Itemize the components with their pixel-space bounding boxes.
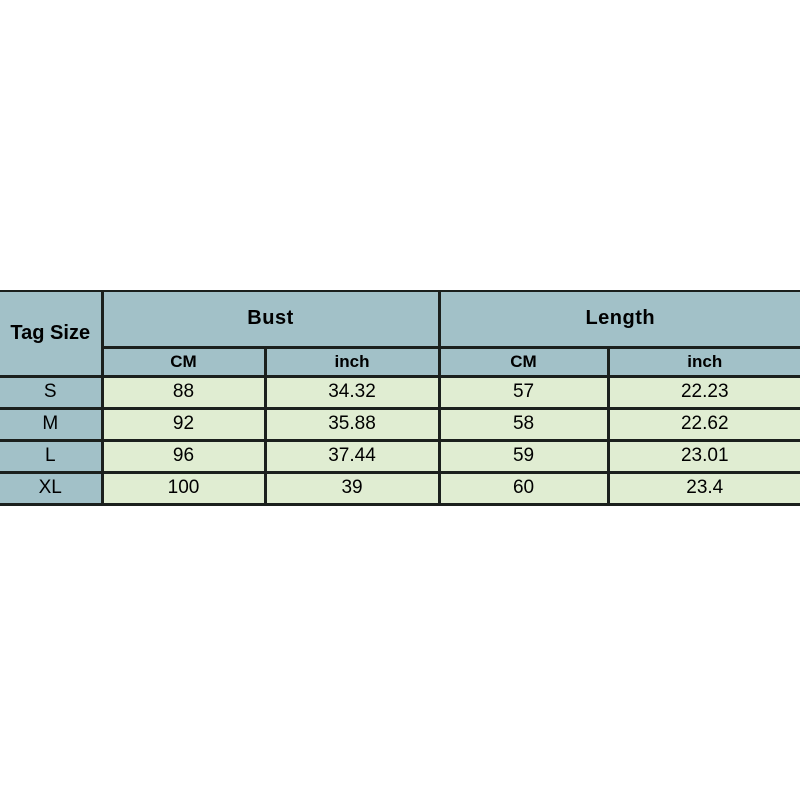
value-cell: 37.44 — [265, 440, 439, 472]
value-cell: 57 — [439, 376, 608, 408]
value-cell: 35.88 — [265, 408, 439, 440]
value-cell: 59 — [439, 440, 608, 472]
value-cell: 58 — [439, 408, 608, 440]
value-cell: 92 — [102, 408, 265, 440]
value-cell: 60 — [439, 472, 608, 504]
unit-header-row — [0, 347, 800, 376]
table-row-xl — [0, 472, 800, 504]
group-header-length: Length — [439, 291, 800, 347]
table-row-m — [0, 408, 800, 440]
group-header-bust: Bust — [102, 291, 439, 347]
value-cell: 22.23 — [608, 376, 800, 408]
table-row-l — [0, 440, 800, 472]
group-header-row — [0, 291, 800, 347]
value-cell: 39 — [265, 472, 439, 504]
size-cell: S — [0, 376, 102, 408]
size-chart-table — [0, 290, 800, 506]
value-cell: 23.4 — [608, 472, 800, 504]
subheader-bust-cm: CM — [102, 347, 265, 376]
table-row-s — [0, 376, 800, 408]
size-cell: L — [0, 440, 102, 472]
value-cell: 34.32 — [265, 376, 439, 408]
value-cell: 100 — [102, 472, 265, 504]
subheader-length-inch: inch — [608, 347, 800, 376]
size-cell: M — [0, 408, 102, 440]
corner-header-tag-size: Tag Size — [0, 291, 102, 376]
subheader-bust-inch: inch — [265, 347, 439, 376]
value-cell: 96 — [102, 440, 265, 472]
subheader-length-cm: CM — [439, 347, 608, 376]
value-cell: 23.01 — [608, 440, 800, 472]
size-cell: XL — [0, 472, 102, 504]
value-cell: 88 — [102, 376, 265, 408]
value-cell: 22.62 — [608, 408, 800, 440]
